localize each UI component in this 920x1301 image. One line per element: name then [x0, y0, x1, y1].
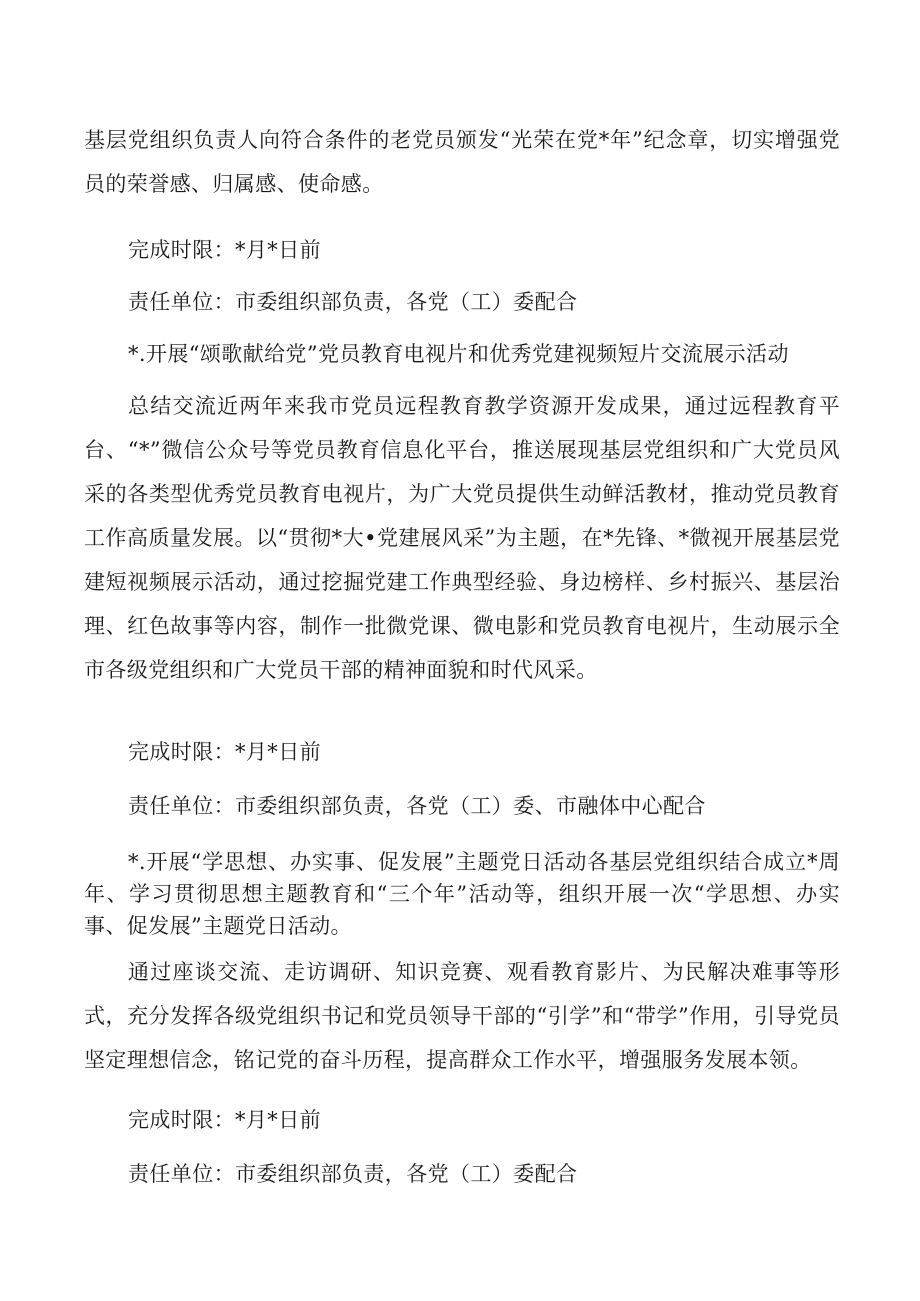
paragraph-responsible-3: 责任单位：市委组织部负责，各党（工）委配合	[128, 1162, 578, 1186]
paragraph-responsible-2: 责任单位：市委组织部负责，各党（工）委、市融体中心配合	[128, 794, 706, 818]
paragraph-deadline-1: 完成时限：*月*日前	[128, 238, 321, 262]
paragraph-deadline-3: 完成时限：*月*日前	[128, 1108, 321, 1132]
paragraph-heading-video-activity: *.开展“颂歌献给党”党员教育电视片和优秀党建视频短片交流展示活动	[128, 342, 789, 366]
paragraph-deadline-2: 完成时限：*月*日前	[128, 740, 321, 764]
paragraph-responsible-1: 责任单位：市委组织部负责，各党（工）委配合	[128, 290, 578, 314]
paragraph-commemorative-badge: 基层党组织负责人向符合条件的老党员颁发“光荣在党*年”纪念章，切实增强党员的荣誉感、归属感、使命感。	[84, 128, 840, 196]
paragraph-video-activity-body: 总结交流近两年来我市党员远程教育教学资源开发成果，通过远程教育平台、“*”微信公众号等党员教育信息化平台，推送展现基层党组织和广大党员风采的各类型优秀党员教育电视片，为广大党员提供生动鲜活教材，推动党员教育工作高质量发展。以“贯彻*大•党建展风采”为主题，在*先锋、*微视开展基层党建短视频展示活动，通过挖掘党建工作典型经验、身边榜样、乡村振兴、基层治理、红色故事等内容，制作一批微党课、微电影和党员教育电视片，生动展示全市各级党组织和广大党员干部的精神面貌和时代风采。	[84, 394, 840, 682]
paragraph-party-day-body: 通过座谈交流、走访调研、知识竞赛、观看教育影片、为民解决难事等形式，充分发挥各级党组织书记和党员领导干部的“引学”和“带学”作用，引导党员坚定理想信念，铭记党的奋斗历程，提高群众工作水平，增强服务发展本领。	[84, 960, 840, 1072]
paragraph-heading-party-day: *.开展“学思想、办实事、促发展”主题党日活动各基层党组织结合成立*周年、学习贯彻思想主题教育和“三个年”活动等，组织开展一次“学思想、办实事、促发展”主题党日活动。	[84, 850, 840, 938]
